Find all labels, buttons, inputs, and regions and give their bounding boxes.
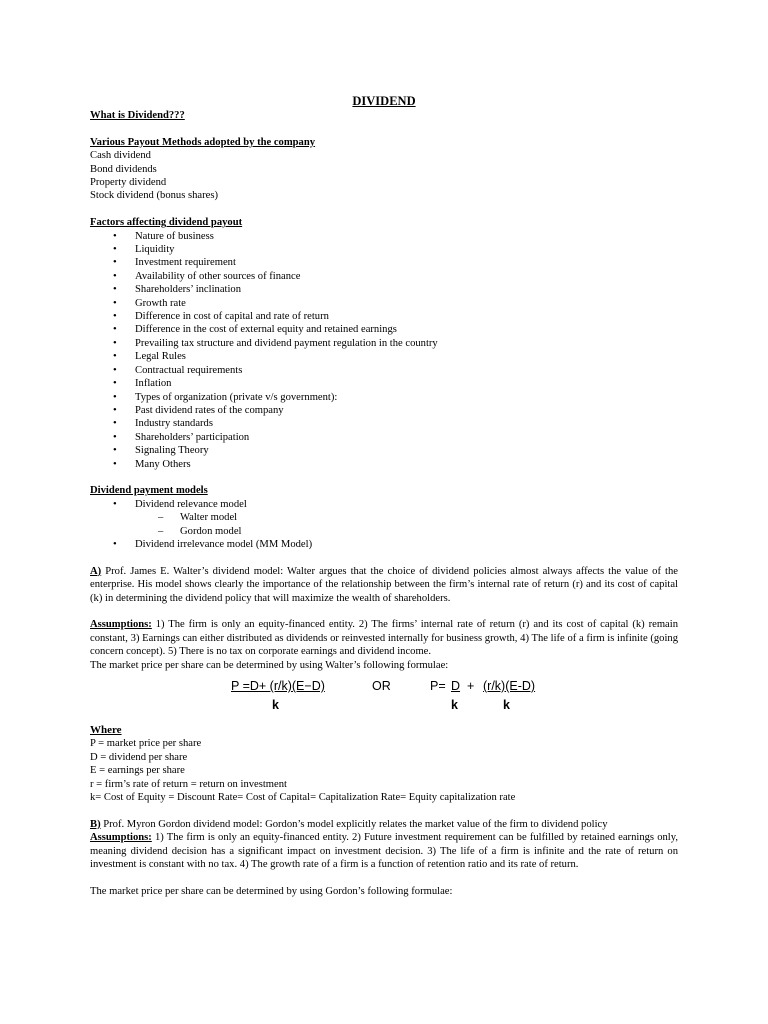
list-item: • Dividend relevance model [90, 498, 678, 511]
list-item: Stock dividend (bonus shares) [90, 190, 218, 202]
formula-right-p: P= [430, 678, 446, 693]
list-item: • Nature of business [90, 230, 678, 243]
list-item: • Growth rate [90, 297, 678, 310]
list-item: Bond dividends [90, 163, 157, 175]
formula-left-numerator: P =D+ (r/k)(E−D) [231, 678, 325, 693]
page-title: DIVIDEND [352, 94, 416, 108]
walter-assumptions-text: 1) The firm is only an equity-financed entity. 2) The firms’ internal rate of return (r) and its cost of capital (k) remain constant, 3) Earnings can either distributed as dividends or reinvested internally for business growth, 4) The life of a firm is infinite (going concern concept). 5) There is no tax on corporate earnings and dividend income. [90, 619, 678, 658]
list-item: • Inflation [90, 377, 678, 390]
formula-or: OR [372, 678, 391, 693]
list-item: • Types of organization (private v/s government): [90, 391, 678, 404]
payout-methods-heading: Various Payout Methods adopted by the company [90, 136, 316, 148]
list-item: • Shareholders’ inclination [90, 283, 678, 296]
list-item: • Shareholders’ participation [90, 431, 678, 444]
where-heading: Where [90, 723, 122, 736]
walter-assumptions-paragraph [90, 618, 678, 658]
irrelevance-model-list [90, 538, 678, 551]
definition-line: k= Cost of Equity = Discount Rate= Cost of Capital= Capitalization Rate= Equity capitalization rate [90, 792, 516, 804]
list-item: • Signaling Theory [90, 444, 678, 457]
list-item: • Many Others [90, 458, 678, 471]
definition-line: r = firm’s rate of return = return on investment [90, 778, 287, 790]
walter-text: Prof. James E. Walter’s dividend model: Walter argues that the choice of dividend policies almost always affects the value of the enterprise. His model shows clearly the importance of the relationship between the firm’s internal rate of return (r) and its cost of capital (k) in determining the dividend policy that will maximize the wealth of shareholders. [90, 565, 678, 604]
where-definitions [90, 737, 678, 804]
relevance-submodels-list [90, 511, 678, 538]
definition-line: P = market price per share [90, 738, 202, 750]
payout-methods-list [90, 149, 678, 203]
formula-right-plus: + [467, 678, 475, 693]
payment-models-list [90, 498, 678, 511]
document-body [90, 93, 678, 898]
gordon-text: Prof. Myron Gordon dividend model: Gordon’s model explicitly relates the market value of the firm to dividend policy [100, 818, 608, 830]
gordon-assumptions-paragraph [90, 831, 678, 871]
list-item: • Dividend irrelevance model (MM Model) [90, 538, 678, 551]
gordon-assumptions-text: 1) The firm is only an equity-financed entity. 2) Future investment requirement can be fulfilled by retained earnings only, meaning dividend decision has a significant impact on investment decision. 3) The life of a firm is infinite and the rate of return on investment is constant with no tax. 4) The growth rate of a firm is a function of retention ratio and its rate of return. [90, 832, 678, 871]
walter-formula-intro: The market price per share can be determined by using Walter’s following formulae: [90, 659, 449, 671]
formula-right-k2: k [503, 697, 510, 712]
list-item: • Investment requirement [90, 256, 678, 269]
walter-label: A) [90, 565, 102, 577]
list-item: • Past dividend rates of the company [90, 404, 678, 417]
list-item: • Liquidity [90, 243, 678, 256]
list-item: – Walter model [90, 511, 678, 524]
formula-right-k1: k [451, 697, 458, 712]
list-item: • Industry standards [90, 417, 678, 430]
list-item: • Contractual requirements [90, 364, 678, 377]
factors-heading: Factors affecting dividend payout [90, 217, 243, 229]
what-is-dividend-heading: What is Dividend??? [90, 110, 185, 121]
formula-right-d: D [451, 678, 461, 693]
formula-right-term: (r/k)(E-D) [483, 678, 536, 693]
walter-assumptions-label: Assumptions: [90, 619, 152, 631]
gordon-label: B) [90, 818, 101, 830]
gordon-assumptions-label: Assumptions: [90, 832, 152, 844]
factors-list [90, 230, 678, 471]
list-item: • Availability of other sources of finance [90, 270, 678, 283]
list-item: Property dividend [90, 177, 167, 189]
list-item: – Gordon model [90, 525, 678, 538]
definition-line: E = earnings per share [90, 765, 185, 777]
list-item: • Prevailing tax structure and dividend payment regulation in the country [90, 337, 678, 350]
payment-models-heading: Dividend payment models [90, 485, 208, 497]
list-item: • Legal Rules [90, 350, 678, 363]
formula-left-denominator: k [272, 697, 279, 712]
definition-line: D = dividend per share [90, 751, 188, 763]
gordon-formula-intro: The market price per share can be determined by using Gordon’s following formulae: [90, 885, 453, 897]
walter-formula [90, 678, 678, 722]
list-item: • Difference in cost of capital and rate of return [90, 310, 678, 323]
list-item: • Difference in the cost of external equity and retained earnings [90, 323, 678, 336]
list-item: Cash dividend [90, 150, 151, 162]
walter-model-paragraph [90, 565, 678, 605]
gordon-model-paragraph [90, 818, 678, 831]
